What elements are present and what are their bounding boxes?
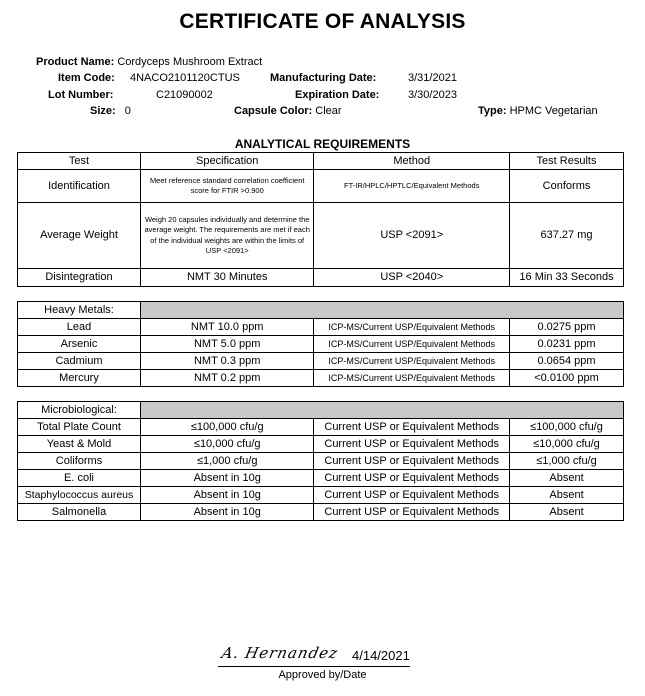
capsule-color-label: Capsule Color: xyxy=(234,105,313,117)
header-test: Test xyxy=(18,153,141,170)
method: ICP-MS/Current USP/Equivalent Methods xyxy=(314,370,510,387)
result: 0.0654 ppm xyxy=(510,353,624,370)
result: ≤1,000 cfu/g xyxy=(510,453,624,470)
method: Current USP or Equivalent Methods xyxy=(314,436,510,453)
result: <0.0100 ppm xyxy=(510,370,624,387)
mfg-date-value: 3/31/2021 xyxy=(408,72,457,84)
type-row xyxy=(478,105,598,117)
table-row xyxy=(18,470,624,487)
specification: NMT 0.3 ppm xyxy=(141,353,314,370)
microbiological-table xyxy=(17,401,624,521)
heavy-metals-table xyxy=(17,301,624,387)
size-row xyxy=(90,105,131,117)
method: FT-IR/HPLC/HPTLC/Equivalent Methods xyxy=(314,170,510,203)
test-name: Lead xyxy=(18,319,141,336)
result: 16 Min 33 Seconds xyxy=(510,269,624,287)
lot-value: C21090002 xyxy=(156,89,213,101)
analytical-table xyxy=(17,152,624,287)
type-label: Type: xyxy=(478,105,507,117)
method: ICP-MS/Current USP/Equivalent Methods xyxy=(314,319,510,336)
specification: NMT 10.0 ppm xyxy=(141,319,314,336)
specification: ≤1,000 cfu/g xyxy=(141,453,314,470)
table-row xyxy=(18,419,624,436)
approval-date: 4/14/2021 xyxy=(352,648,410,663)
product-name-row xyxy=(36,56,262,68)
specification: NMT 5.0 ppm xyxy=(141,336,314,353)
test-name: E. coli xyxy=(18,470,141,487)
capsule-color-row xyxy=(234,105,342,117)
size-value: 0 xyxy=(124,105,131,117)
heavy-metals-header: Heavy Metals: xyxy=(18,302,141,319)
method: Current USP or Equivalent Methods xyxy=(314,419,510,436)
method: Current USP or Equivalent Methods xyxy=(314,487,510,504)
signature-line xyxy=(218,666,410,667)
table-row xyxy=(18,319,624,336)
analytical-title: ANALYTICAL REQUIREMENTS xyxy=(234,137,411,151)
analytical-header-row xyxy=(18,153,624,170)
header-method: Method xyxy=(314,153,510,170)
table-row xyxy=(18,170,624,203)
method: ICP-MS/Current USP/Equivalent Methods xyxy=(314,353,510,370)
item-code-row xyxy=(58,72,115,84)
approval-caption: Approved by/Date xyxy=(278,669,367,681)
header-fill xyxy=(141,302,624,319)
table-row xyxy=(18,453,624,470)
method: USP <2040> xyxy=(314,269,510,287)
test-name: Yeast & Mold xyxy=(18,436,141,453)
specification: Absent in 10g xyxy=(141,504,314,521)
lot-label: Lot Number: xyxy=(48,89,114,101)
specification: Weigh 20 capsules individually and determine the average weight. The requirements are met if each of the individual weights are within the limits of USP <2091> xyxy=(141,203,314,269)
specification: NMT 30 Minutes xyxy=(141,269,314,287)
header-results: Test Results xyxy=(510,153,624,170)
test-name: Coliforms xyxy=(18,453,141,470)
result: Absent xyxy=(510,504,624,521)
table-row xyxy=(18,269,624,287)
item-code-label: Item Code: xyxy=(58,72,115,84)
table-row xyxy=(18,504,624,521)
test-name: Arsenic xyxy=(18,336,141,353)
specification: Meet reference standard correlation coefficient score for FTIR >0.900 xyxy=(141,170,314,203)
test-name: Salmonella xyxy=(18,504,141,521)
test-name: Cadmium xyxy=(18,353,141,370)
method: Current USP or Equivalent Methods xyxy=(314,470,510,487)
table-row xyxy=(18,203,624,269)
result: 0.0275 ppm xyxy=(510,319,624,336)
method: Current USP or Equivalent Methods xyxy=(314,504,510,521)
specification: NMT 0.2 ppm xyxy=(141,370,314,387)
item-code-value: 4NACO2101120CTUS xyxy=(130,72,240,84)
exp-date-value: 3/30/2023 xyxy=(408,89,457,101)
test-name: Mercury xyxy=(18,370,141,387)
header-fill xyxy=(141,402,624,419)
type-value: HPMC Vegetarian xyxy=(509,105,598,117)
method: USP <2091> xyxy=(314,203,510,269)
table-row xyxy=(18,436,624,453)
result: Conforms xyxy=(510,170,624,203)
method: Current USP or Equivalent Methods xyxy=(314,453,510,470)
result: 637.27 mg xyxy=(510,203,624,269)
size-label: Size: xyxy=(90,105,116,117)
result: Absent xyxy=(510,487,624,504)
test-name: Total Plate Count xyxy=(18,419,141,436)
specification: Absent in 10g xyxy=(141,470,314,487)
specification: Absent in 10g xyxy=(141,487,314,504)
test-name: Average Weight xyxy=(18,203,141,269)
heavy-metals-header-row xyxy=(18,302,624,319)
product-name-label: Product Name: xyxy=(36,56,115,68)
product-name-value: Cordyceps Mushroom Extract xyxy=(117,56,263,68)
signature: A. Hernandez xyxy=(220,644,341,662)
result: ≤10,000 cfu/g xyxy=(510,436,624,453)
result: 0.0231 ppm xyxy=(510,336,624,353)
table-row xyxy=(18,336,624,353)
result: Absent xyxy=(510,470,624,487)
exp-date-label: Expiration Date: xyxy=(295,89,380,101)
table-row xyxy=(18,353,624,370)
test-name: Disintegration xyxy=(18,269,141,287)
test-name: Staphylococcus aureus xyxy=(18,487,141,504)
method: ICP-MS/Current USP/Equivalent Methods xyxy=(314,336,510,353)
header-specification: Specification xyxy=(141,153,314,170)
test-name: Identification xyxy=(18,170,141,203)
specification: ≤10,000 cfu/g xyxy=(141,436,314,453)
table-row xyxy=(18,370,624,387)
document-title: CERTIFICATE OF ANALYSIS xyxy=(179,10,466,33)
specification: ≤100,000 cfu/g xyxy=(141,419,314,436)
capsule-color-value: Clear xyxy=(315,105,342,117)
result: ≤100,000 cfu/g xyxy=(510,419,624,436)
microbiological-header: Microbiological: xyxy=(18,402,141,419)
microbiological-header-row xyxy=(18,402,624,419)
mfg-date-label: Manufacturing Date: xyxy=(270,72,377,84)
table-row xyxy=(18,487,624,504)
